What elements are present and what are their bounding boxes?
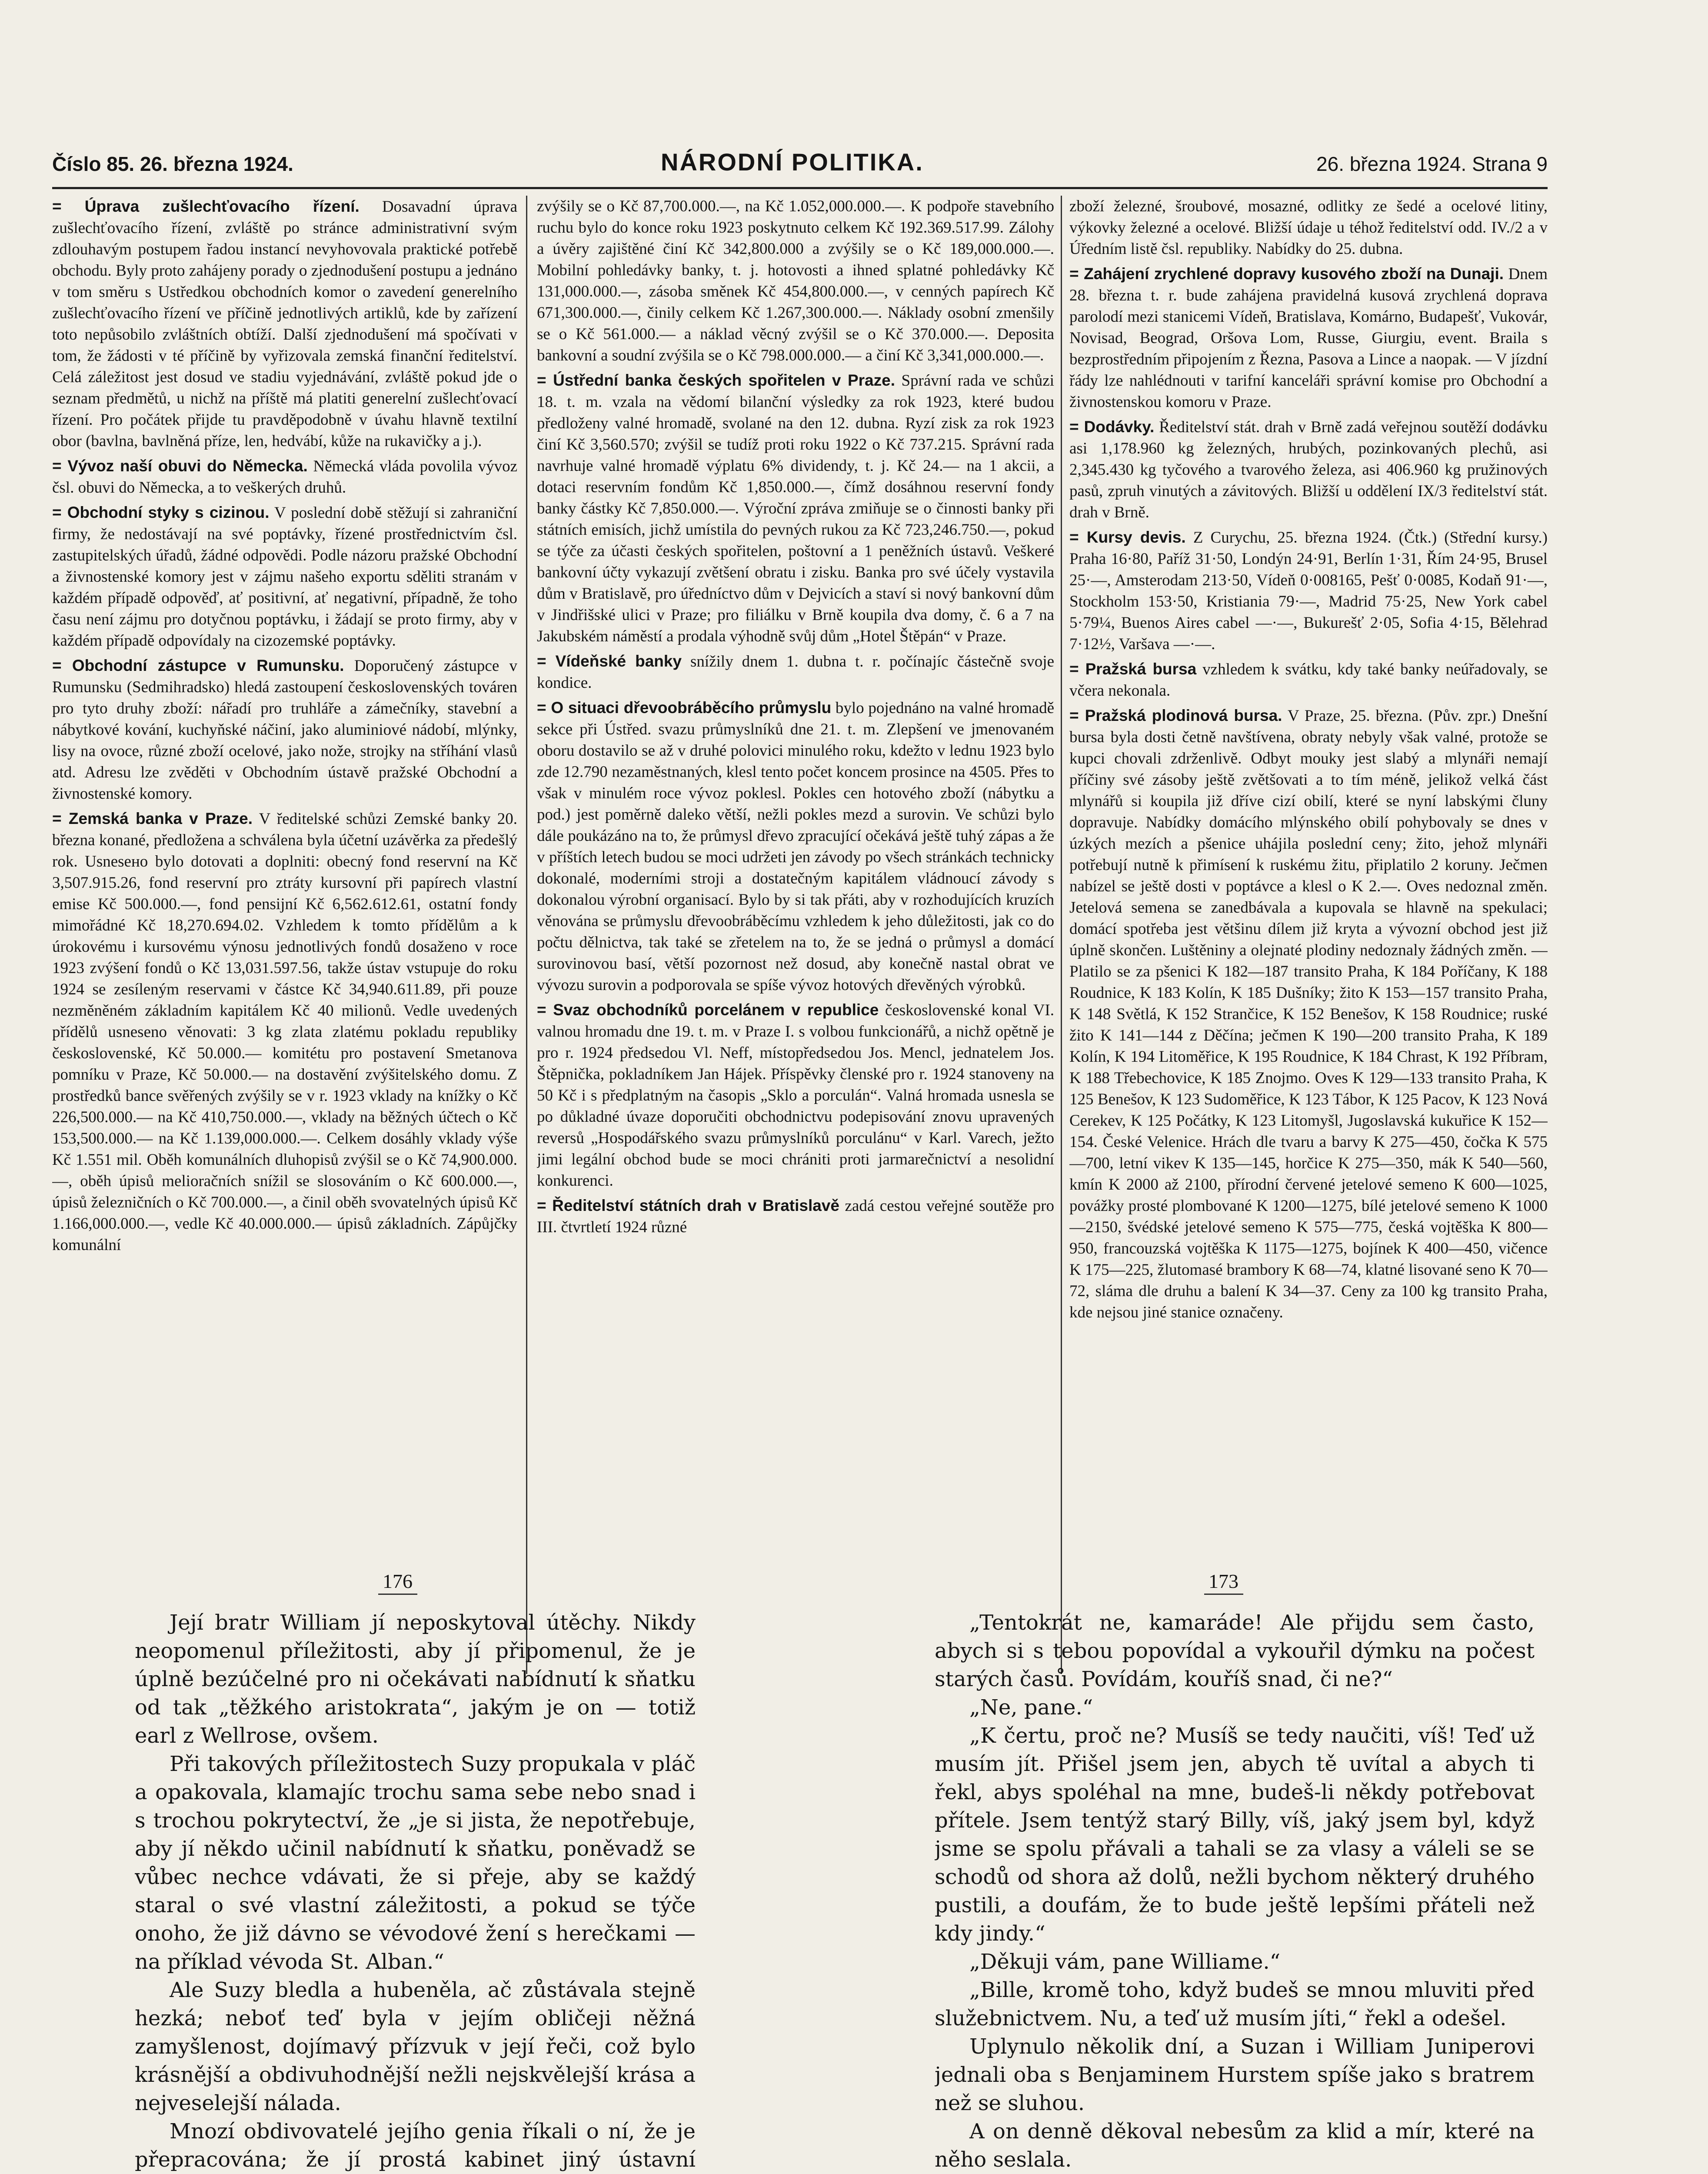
novel-right-page <box>935 1609 1535 2174</box>
article-body: Doporučený zástupce v Rumunsku (Sedmihradsko) hledá zastoupení československých továren pro tyto druhy zboží: nářadí pro truhláře a zámečníky, stavební a nábytkové kování, kuchyňské náčiní, jako aluminiové nádobí, mlýnky, lisy na ovoce, různé zboží ocelové, jako nože, strojky na stříhání vlasů atd. Adresu lze zvěděti v Obchodním ústavě pražské Obchodní a živnostenské komory. <box>52 657 517 803</box>
page-number-underline <box>1204 1594 1243 1595</box>
news-article <box>537 650 1054 694</box>
novel-paragraph: „Děkuji vám, pane Williame.“ <box>969 1950 1281 1974</box>
news-article <box>1069 416 1548 523</box>
article-headline: = O situaci dřevoobráběcího průmyslu <box>537 699 832 717</box>
news-article <box>52 196 517 452</box>
novel-left-text <box>135 1609 696 2174</box>
column-divider <box>1061 196 1062 1674</box>
news-article <box>537 370 1054 647</box>
news-article <box>537 196 1054 366</box>
article-body: zvýšily se o Kč 87,700.000.—, na Kč 1.052,000.000.—. K podpoře stavebního ruchu bylo do konce roku 1923 poskytnuto celkem Kč 192.369.517.99. Zálohy a úvěry zajištěné činí Kč 342,800.000 a zvýšily se o Kč 189,000.000.—. Mobilní pohledávky banky, t. j. hotovosti a ihned splatné pohledávky Kč 131,000.000.—, zásoba směnek Kč 454,800.000.—, v cenných papírech Kč 671,300.000.—, činily celkem Kč 1.267,300.000.—. Náklady osobní zmenšily se o Kč 561.000.— a náklad věcný zvýšil se o Kč 370.000.—. Deposita bankovní a soudní zvýšila se o Kč 798.000.000.— a činí Kč 3,341,000.000.—. <box>537 197 1054 364</box>
article-body: zboží železné, šroubové, mosazné, odlitky ze šedé a ocelové litiny, výkovky železné a ocelové. Bližší údaje u téhož ředitelství odd. IV./2 a v Úředním listě čsl. republiky. Nabídky do 25. dubna. <box>1069 197 1548 258</box>
news-article <box>1069 658 1548 701</box>
novel-paragraph: „Tentokrát ne, kamaráde! Ale přijdu sem často, abych si s tebou popovídal a vykouřil dýmku na počest starých časů. Povídám, kouříš snad, či ne?“ <box>935 1610 1535 1691</box>
article-body: Dnem 28. března t. r. bude zahájena pravidelná kusová zrychlená doprava parolodí mezi stanicemi Vídeň, Bratislava, Komárno, Budapešť, Vukovár, Novisad, Beograd, Oršova Lom, Russe, Giurgiu, event. Braila s bezprostředním připojením z Řezna, Pasova a Lince a naopak. — V jízdní řády lze nahlédnouti v tarifní kanceláři správní komise pro Obchodní a živnostenskou komoru v Praze. <box>1069 265 1548 411</box>
article-body: Z Curychu, 25. března 1924. (Čtk.) (Střední kursy.) Praha 16·80, Paříž 31·50, Londýn 24·91, Berlín 1·31, Řím 24·95, Brusel 25·—, Amsterodam 213·50, Vídeň 0·008165, Pešť 0·0085, Kodaň 91·—, Stockholm 153·50, Kristiania 79·—, Madrid 75·25, New York cabel 5·79¼, Buenos Aires cabel —·—, Bukurešť 2·05, Sofia 4·15, Bělehrad 7·12½, Varšava —·—. <box>1069 529 1548 653</box>
news-article <box>52 655 517 804</box>
news-article <box>537 697 1054 996</box>
news-article <box>537 1195 1054 1238</box>
article-headline: = Svaz obchodníků porcelánem v republice <box>537 1001 879 1019</box>
novel-paragraph: Při takových příležitostech Suzy propukala v pláč a opakovala, klamajíc trochu sama sebe nebo snad i s trochou pokrytectví, že „je si jista, že nepotřebuje, aby jí někdo učinil nabídnutí k sňatku, poněvadž se vůbec nechce vdávati, že si přeje, aby se každý staral o své vlastní záležitosti, a pokud se týče onoho, že již dávno se vévodové žení s herečkami — na příklad vévoda St. Alban.“ <box>135 1752 696 1974</box>
news-article <box>1069 263 1548 413</box>
article-body: V ředitelské schůzi Zemské banky 20. března konané, předložena a schválena byla účetní uzávěrka za předešlý rok. Usnesено bylo dotovati a doplniti: obecný fond reservní na Kč 3,507.915.26, fond reservní pro ztráty kursovní při papírech vlastní emise Kč 500.000.—, fond pensijní Kč 6,562.612.61, ostatní fondy mimořádné Kč 18,270.694.02. Vzhledem k tomto přídělům a k úrokovému i kursovému výnosu jednotlivých fondů dosaženo v roce 1923 zvýšení fondů o Kč 13,031.597.56, takže ústav vstupuje do roku 1924 se zesíleným reservami v částce Kč 34,940.611.89, při pouze nezměněném základním kapitálem Kč 40 milionů. Vedle uvedených přídělů usneseno věnovati: 3 kg zlata zlatému pokladu republiky československé, Kč 50.000.— komitétu pro postavení Smetanova pomníku v Praze, Kč 50.000.— na dostavění zvýšitelského domu. Z prostředků bance svěřených zvýšily se v r. 1923 vklady na knížky o Kč 226,500.000.— na Kč 410,750.000.—, vklady na běžných účtech o Kč 153,500.000.— na Kč 1.139,000.000.—. Celkem dosáhly vklady výše Kč 1.551 mil. Oběh komunálních dluhopisů zvýšil se o Kč 74,900.000.—, oběh úpisů melioračních snížil se slosováním o Kč 600.000.—, úpisů železničních o Kč 700.000.—, a činil oběh svovatelných úpisů Kč 1.166,000.000.—, vedle Kč 40.000.000.— úpisů základních. Zápůjčky komunální <box>52 810 517 1254</box>
column-2 <box>537 196 1054 1674</box>
novel-paragraph: Její bratr William jí neposkytoval útěchy. Nikdy neopomenul příležitosti, aby jí připomenul, že je úplně bezúčelné pro ni očekávati nabídnutí k sňatku od tak „těžkého aristokrata“, jakým je on — totiž earl z Wellrose, ovšem. <box>135 1610 696 1748</box>
article-body: československé konal VI. valnou hromadu dne 19. t. m. v Praze I. s volbou funkcionářů, a nichž opětně je pro r. 1924 předsedou Vl. Neff, místopředsedou Jos. Mencl, jednatelem Jos. Štěpnička, pokladníkem Jan Hájek. Příspěvky členské pro r. 1924 stanoveny na 50 Kč i s předplatným na časopis „Sklo a porculán“. Valná hromada usnesla se po důkladné úvaze doporučiti obchodnictvu podepisování znovu upravených reversů „Hospodářského svazu průmyslníků porculánu“ v Karl. Varech, ježto jimi legální obchod bude se moci chrániti proti jarmarečnictví a nesolidní konkurenci. <box>537 1001 1054 1190</box>
article-headline: = Pražská plodinová bursa. <box>1069 707 1282 724</box>
news-article <box>1069 705 1548 1323</box>
page-header <box>52 148 1548 187</box>
article-body: Dosavadní úprava zušlechťovacího řízení, zvláště po stránce administrativní svým zdlouhavým postupem řadou instancí nevyhovovala praktické potřebě obchodu. Byly proto zahájeny porady o zjednodušení postupu a jednáno v tom směru s Ustředkou obchodních komor o zavedení generelního zušlechťovacího řízení ve příčině jednotlivých artiklů, kde by zařízení toto nepůsobilo zvláštních obtíží. Další zjednodušení má spočívati v tom, že žádosti v té příčině by vyřizovala zemská finanční ředitelství. Celá záležitost jest dosud ve stadiu vyjednávání, zvláště pokud jde o seznam předmětů, u nichž na příště má platiti generelní zušlechťovací řízení. Pro počátek přijde tu pravděpodobně v úvahu hlavně textilní obor (bavlna, bavlněná příze, len, hedvábí, kůže na rukavičky a j.). <box>52 198 517 450</box>
novel-paragraph: A on denně děkoval nebesům za klid a mír, které na něho seslala. <box>935 2119 1535 2172</box>
article-headline: = Obchodní zástupce v Rumunsku. <box>52 657 344 674</box>
article-headline: = Kursy devis. <box>1069 528 1186 546</box>
header-date-page: 26. března 1924. Strana 9 <box>1316 153 1548 175</box>
article-body: V Praze, 25. března. (Pův. zpr.) Dnešní bursa byla dosti četně navštívena, obraty nebyly však valné, protože se kupci chovali zdrženlivě. Odbyt mouky jest slabý a mlynáři nemají příčiny své zásoby ještě zvětšovati a to tím méně, jelikož velká část mlynářů si koupila již dříve cizí obilí, které se nyní labskými čluny dopravuje. Nabídky domácího mlýnského obilí pohybovaly se dnes v úzkých mezích a pšenice uhájila poslední ceny; žito, jehož mlynáři potřebují nutně k přimísení k ruskému žitu, připlatilo 2 koruny. Ječmen nabízel se ještě dosti v poptávce a klesl o K 2.—. Oves nedoznal změn. Jetelová semena se zanedbávala a kupovala se hlavně na spekulaci; domácí spotřeba jest většinu dílem již kryta a vývozní obchod jest již úplně skončen. Luštěniny a olejnaté plodiny nedoznaly žádných změn. — Platilo se za pšenici K 182—187 transito Praha, K 184 Poříčany, K 188 Roudnice, K 183 Kolín, K 185 Dušníky; žito K 153—157 transito Praha, K 148 Světlá, K 152 Strančice, K 152 Benešov, K 158 Roudnice; ruské žito K 141—144 z Děčína; ječmen K 190—200 transito Praha, K 189 Kolín, K 194 Litoměřice, K 195 Roudnice, K 184 Chrast, K 192 Příbram, K 188 Třebechovice, K 185 Znojmo. Oves K 129—133 transito Praha, K 125 Benešov, K 123 Sudoměřice, K 123 Tábor, K 125 Pacov, K 123 Nová Cerekev, K 125 Počátky, K 123 Litomyšl, Jugoslavská kukuřice K 152—154. České Velenice. Hrách dle tvaru a barvy K 275—450, čočka K 575—700, letní vikev K 135—145, horčice K 275—350, mák K 540—560, kmín K 2000 až 2100, přírodní červené jetelové semeno K 600—1025, povážky prosté plombované K 1200—1275, bílé jetelové semeno K 1000—2150, švédské jetelové semeno K 575—775, česká vojtěška K 800—950, francouzská vojtěška K 1175—1275, bojínek K 400—450, vičence K 175—225, žlutomasé brambory K 68—74, klatné lisované seno K 70—72, sláma dle druhu a balení K 34—37. Ceny za 100 kg transito Praha, kde nejsou jiné stanice označeny. <box>1069 707 1548 1321</box>
article-headline: = Zemská banka v Praze. <box>52 810 253 827</box>
header-masthead: NÁRODNÍ POLITIKA. <box>661 148 924 176</box>
news-article <box>52 808 517 1256</box>
article-headline: = Ředitelství státních drah v Bratislavě <box>537 1197 839 1214</box>
article-headline: = Vídeňské banky <box>537 652 682 670</box>
novel-paragraph: Mnozí obdivovatelé jejího genia říkali o ní, že je přepracována; že jí prostá kabinet jiný ústavní <box>135 2119 696 2172</box>
novel-paragraph: „Bille, kromě toho, když budeš se mnou mluviti před služebnictvem. Nu, a teď už musím jíti,“ řekl a odešel. <box>935 1978 1535 2031</box>
column-1 <box>52 196 517 1674</box>
article-headline: = Zahájení zrychlené dopravy kusového zboží na Dunaji. <box>1069 265 1504 283</box>
article-body: Ředitelství stát. drah v Brně zadá veřejnou soutěží dodávku asi 1,178.960 kg železných, hrubých, pozinkovaných plechů, asi 2,345.430 kg tyčového a tvarového železa, asi 406.960 kg pružinových pasů, zpruh vinutých a závitových. Bližší u oddělení IX/3 ředitelství stát. drah v Brně. <box>1069 418 1548 521</box>
article-body: Správní rada ve schůzi 18. t. m. vzala na vědomí bilanční výsledky za rok 1923, které budou předloženy valné hromadě, svolané na den 12. dubna. Ryzí zisk za rok 1923 činí Kč 3,560.570; zvýšil se tudíž proti roku 1922 o Kč 737.215. Správní rada navrhuje valné hromadě výplatu 6% dividendy, t. j. Kč 24.— na 1 akcii, a dotaci reservním fondům Kč 1,850.000.—, čímž dosáhnou reservní fondy banky částky Kč 7,850.000.—. Výroční zpráva zmiňuje se o činnosti banky při státních emisích, jichž umístila do pevných rukou za Kč 723,246.750.—, pokud se týče za účasti českých spořitelen, poštovní a 1 peněžních ústavů. Veškeré bankovní účty vykazují zvětšení obratu i zisku. Banka pro své účely vystavila dům v Bratislavě, pro úředníctvo dům v Dejvicích a staví si nový bankovní dům v Jindřišské ulici v Praze; pro filiálku v Brně koupila dva domy, č. 6 a 7 na Jakubském náměstí a prodala výhodně svůj dům „Hotel Štěpán“ v Praze. <box>537 372 1054 645</box>
novel-right-page-number: 173 <box>1209 1570 1239 1592</box>
article-body: Německá vláda povolila vývoz čsl. obuvi do Německa, a to veškerých druhů. <box>52 457 517 497</box>
news-article <box>52 455 517 498</box>
article-body: vzhledem k svátku, kdy také banky neúřadovaly, se včera nekonala. <box>1069 660 1548 700</box>
news-article <box>537 999 1054 1191</box>
article-headline: = Pražská bursa <box>1069 660 1197 678</box>
article-body: snížily dnem 1. dubna t. r. počínajíc částečně svoje kondice. <box>537 653 1054 692</box>
news-article <box>1069 527 1548 655</box>
column-divider <box>526 196 527 1674</box>
article-headline: = Dodávky. <box>1069 418 1155 436</box>
article-headline: = Ústřední banka českých spořitelen v Praze. <box>537 371 895 389</box>
novel-paragraph: Ale Suzy bledla a hubeněla, ač zůstávala stejně hezká; neboť teď byla v jejím obličeji něžná zamyšlenost, dojímavý přízvuk v její řeči, což bylo krásnější a obdivuhodnější nežli nejskvělejší krása a nejveselejší nálada. <box>135 1978 696 2115</box>
novel-left-page <box>135 1609 696 2174</box>
page-number-underline <box>378 1594 417 1595</box>
news-article <box>52 502 517 651</box>
novel-paragraph: Uplynulo několik dní, a Suzan i William Juniperovi jednali oba s Benjaminem Hurstem spíše jako s bratrem než se sluhou. <box>935 2034 1535 2115</box>
article-headline: = Úprava zušlechťovacího řízení. <box>52 197 360 215</box>
novel-right-text <box>935 1609 1535 2174</box>
news-article <box>1069 196 1548 260</box>
article-body: zadá cestou veřejné soutěže pro III. čtvrtletí 1924 různé <box>537 1197 1054 1236</box>
novel-paragraph: „Ne, pane.“ <box>969 1695 1093 1720</box>
article-headline: = Vývoz naší obuvi do Německa. <box>52 457 308 475</box>
column-3 <box>1069 196 1548 1674</box>
header-issue: Číslo 85. 26. března 1924. <box>52 153 293 175</box>
article-headline: = Obchodní styky s cizinou. <box>52 503 270 521</box>
article-body: bylo pojednáno na valné hromadě sekce při Ústřed. svazu průmyslníků dne 21. t. m. Zlepšení ve jmenovaném oboru dostavilo se až v druhé polovici minulého roku, kdežto v lednu 1923 bylo zde 12.790 nezaměstnaných, klesl tento počet koncem prosince na 4505. Přes to však v minulém roce vývoz poklesl. Pokles cen hotového zboží (nábytku a pod.) jest poměrně daleko větší, nežli pokles mezd a surovin. Ve schůzi bylo dále poukázáno na to, že průmysl dřevo zpracující očekává ještě tuhý zápas a že v příštích letech budou se moci udržeti jen závody po všech stránkách technicky dokonalé, moderními stroji a dostatečným kapitálem vládnoucí závody s dokonalou výrobní organisací. Bylo by si tak přáti, aby v rozhodujících kruzích věnována se průmyslu dřevoobráběcímu vzhledem k jeho důležitosti, jak co do počtu dělnictva, tak také se zřetelem na to, že se jedná o průmysl a domácí surovinovou basí, větší pozornost než dosud, aby konečně nastal obrat ve vývozu surovin a podporovala se spíše vývoz hotových dřevěných výrobků. <box>537 699 1054 994</box>
novel-left-page-number: 176 <box>383 1570 413 1592</box>
article-body: V poslední době stěžují si zahraniční firmy, že nedostávají na své poptávky, řízené prostřednictvím čsl. zastupitelských úřadů, žádné odpovědi. Podle názoru pražské Obchodní a živnostenské komory jest v zájmu našeho exportu sděliti stranám v každém případě odpověď, ať positivní, ať negativní, případně, že toho času není zájmu pro dotyčnou poptávku, i žádají se proto firmy, aby v každém případě odpovídaly na cizozemské poptávky. <box>52 504 517 650</box>
header-rule <box>52 187 1548 189</box>
novel-paragraph: „K čertu, proč ne? Musíš se tedy naučiti, víš! Teď už musím jít. Přišel jsem jen, abych tě uvítal a abych ti řekl, abys spoléhal na mne, budeš-li někdy potřebovat přítele. Jsem tentýž starý Billy, víš, jaký jsem byl, když jsme se spolu přávali a tahali se za vlasy a váleli se se schodů od shora až dolů, nežli bychom některý druhého pustili, a doufám, že to bude ještě lepšími přáteli než kdy jindy.“ <box>935 1724 1535 1946</box>
